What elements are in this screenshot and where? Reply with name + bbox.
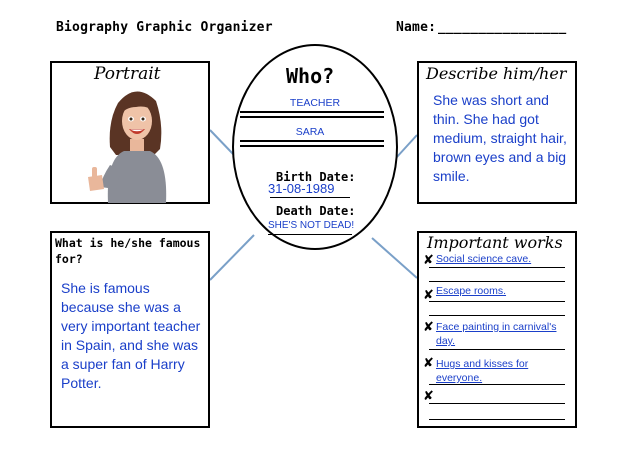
work-item-1[interactable]: Social science cave. [436,253,532,265]
name-blank[interactable]: ________________ [438,20,567,35]
connector-describe [396,135,417,158]
x-mark-icon: ✘ [423,389,434,404]
death-date-value[interactable]: SHE'S NOT DEAD! [268,220,355,231]
name-line [240,140,384,142]
death-date-line [268,234,352,235]
occupation-line-2 [240,116,384,118]
name-label: Name: [396,20,437,35]
worksheet-title: Biography Graphic Organizer [56,20,273,35]
work-line [429,267,565,268]
death-date-label: Death Date: [276,204,356,218]
work-item-3[interactable]: Face painting in carnival's day. [436,321,557,347]
cartoon-avatar-thumbs-up-icon [80,85,190,203]
who-title: Who? [286,64,335,88]
x-mark-icon: ✘ [423,288,434,303]
describe-title: Describe him/her [426,64,567,83]
connector-portrait [210,130,234,155]
who-occupation[interactable]: TEACHER [289,97,341,109]
work-item-2[interactable]: Escape rooms. [436,285,507,297]
works-box [417,231,577,428]
work-line [429,419,565,420]
birth-date-line [270,197,350,198]
describe-box [417,61,577,204]
famous-box [50,231,210,428]
work-line [429,281,565,282]
famous-text[interactable]: She is famous because she was a very important teacher in Spain, and she was a super fan of Harry Potter. [61,280,201,391]
connector-famous [210,235,254,280]
famous-title: What is he/she famous for? [55,236,201,266]
x-mark-icon: ✘ [423,320,434,335]
describe-text[interactable]: She was short and thin. She had got medium, straight hair, brown eyes and a big smile. [433,92,567,184]
work-line [429,315,565,316]
portrait-box [50,61,210,204]
x-mark-icon: ✘ [423,253,434,268]
occupation-line [240,111,384,113]
x-mark-icon: ✘ [423,356,434,371]
name-line-2 [240,145,384,147]
portrait-title: Portrait [94,64,161,84]
work-line [429,301,565,302]
work-line [429,403,565,404]
work-item-4[interactable]: Hugs and kisses for everyone. [436,358,529,384]
connector-works [372,238,417,278]
work-line [429,384,565,385]
birth-date-value[interactable]: 31-08-1989 [268,181,335,196]
who-name[interactable]: SARA [295,126,325,138]
work-line [429,349,565,350]
works-title: Important works [427,233,563,252]
birth-date-label: Birth Date: [276,170,356,184]
